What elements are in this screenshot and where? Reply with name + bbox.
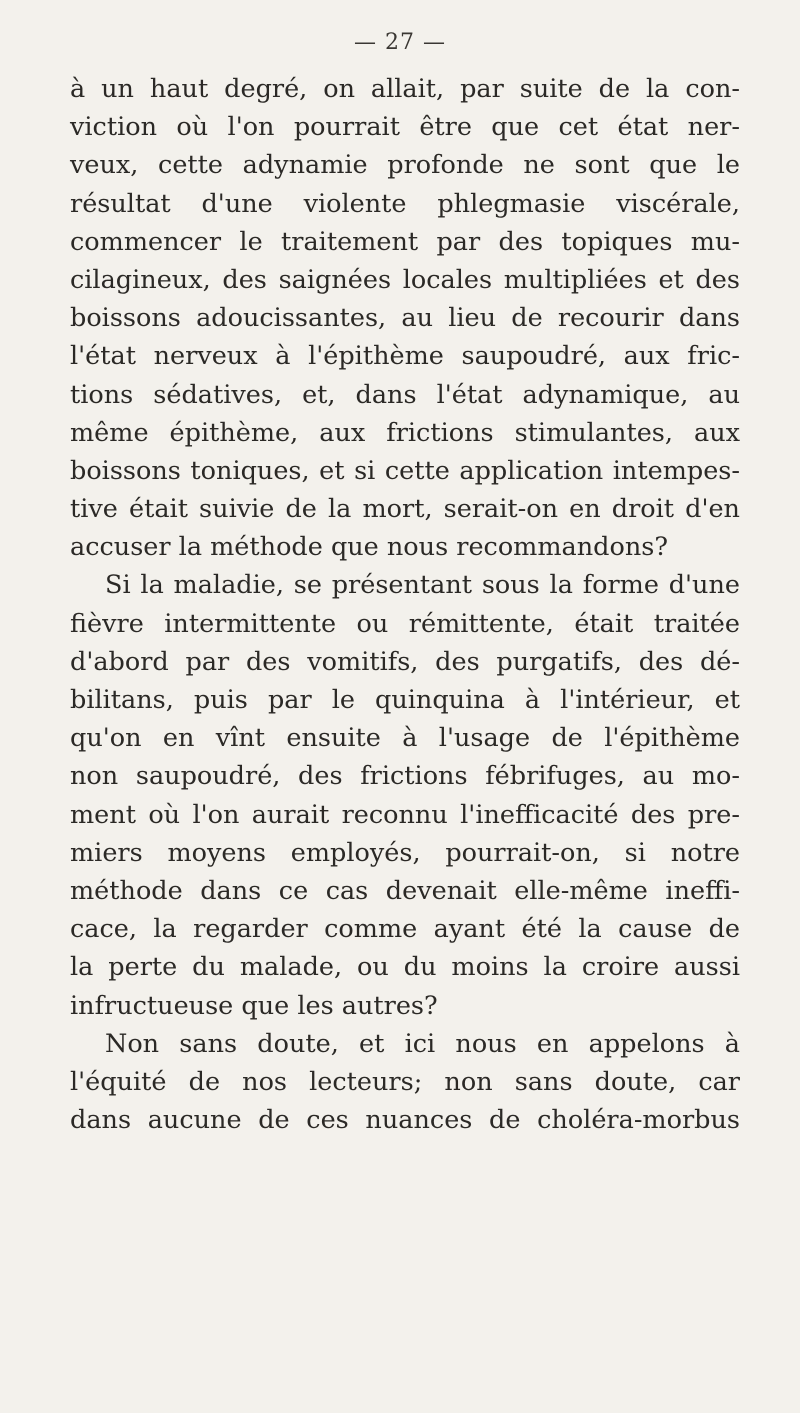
text-line: qu'on en vînt ensuite à l'usage de l'épithème <box>70 723 740 754</box>
text-line: l'état nerveux à l'épithème saupoudré, aux fric- <box>70 341 740 372</box>
page-number: — 27 — <box>354 30 446 55</box>
text-line: boissons adoucissantes, au lieu de recourir dans <box>70 303 740 334</box>
text-line: d'abord par des vomitifs, des purgatifs, des dé- <box>70 646 740 677</box>
text-line: veux, cette adynamie profonde ne sont que le <box>70 150 740 181</box>
text-line: résultat d'une violente phlegmasie viscérale, <box>70 188 740 219</box>
body-text <box>70 70 740 1139</box>
text-line: à un haut degré, on allait, par suite de la con- <box>70 74 740 104</box>
text-line: tions sédatives, et, dans l'état adynamique, au <box>70 379 740 410</box>
text-line: l'équité de nos lecteurs; non sans doute, car <box>70 1066 740 1097</box>
text-line: miers moyens employés, pourrait-on, si notre <box>70 837 740 868</box>
text-line: ment où l'on aurait reconnu l'inefficacité des pre- <box>70 799 740 830</box>
text-line: viction où l'on pourrait être que cet état ner- <box>70 112 740 143</box>
text-line: cace, la regarder comme ayant été la cause de <box>70 914 740 945</box>
text-line: non saupoudré, des frictions fébrifuges, au mo- <box>70 761 740 792</box>
text-line: accuser la méthode que nous recommandons? <box>70 532 669 563</box>
text-line: Si la maladie, se présentant sous la forme d'une <box>105 570 740 601</box>
text-line: dans aucune de ces nuances de choléra-morbus <box>70 1105 740 1136</box>
text-line: commencer le traitement par des topiques mu- <box>70 226 740 257</box>
text-line: la perte du malade, ou du moins la croire aussi <box>70 952 740 983</box>
text-line: même épithème, aux frictions stimulantes, aux <box>70 417 740 448</box>
text-line: tive était suivie de la mort, serait-on en droit d'en <box>70 494 740 525</box>
text-line: Non sans doute, et ici nous en appelons à <box>105 1028 740 1059</box>
text-line: boissons toniques, et si cette application intempes- <box>70 455 740 486</box>
text-line: bilitans, puis par le quinquina à l'intérieur, et <box>70 685 740 715</box>
text-line: cilagineux, des saignées locales multipliées et des <box>70 264 740 295</box>
text-line: fièvre intermittente ou rémittente, était traitée <box>70 608 740 639</box>
text-line: méthode dans ce cas devenait elle-même ineffi- <box>70 875 740 906</box>
text-line: infructueuse que les autres? <box>70 990 438 1021</box>
